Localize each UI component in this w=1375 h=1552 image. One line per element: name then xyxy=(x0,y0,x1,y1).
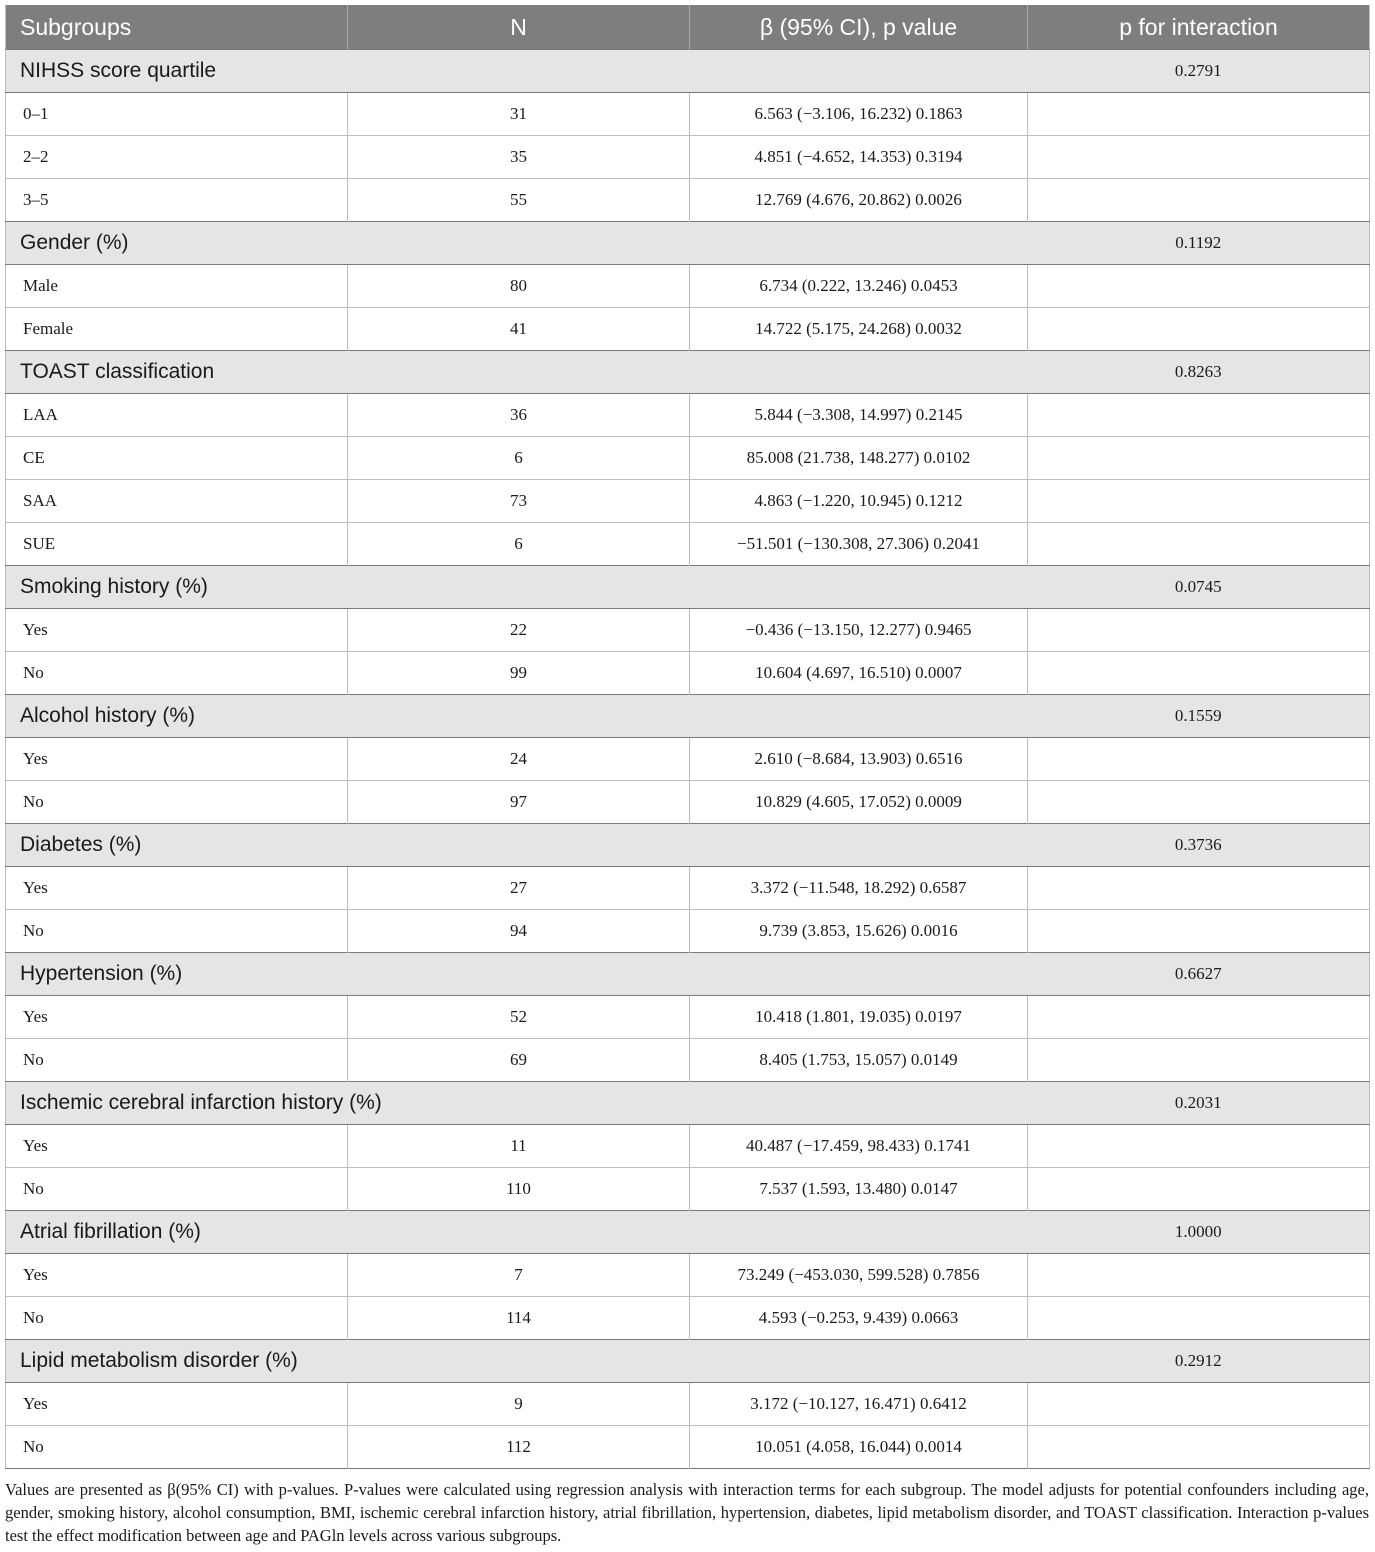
table-row xyxy=(6,1125,1370,1168)
beta-ci-p-value: 85.008 (21.738, 148.277) 0.0102 xyxy=(690,437,1028,480)
table-footnote: Values are presented as β(95% CI) with p-values. P-values were calculated using regression analysis with interaction terms for each subgroup. The model adjusts for potential confounders including age, gender, smoking history, alcohol consumption, BMI, ischemic cerebral infarction history, atrial fibrillation, hypertension, diabetes, lipid metabolism disorder, and TOAST classification. Interaction p-values test the effect modification between age and PAGln levels across various subgroups. xyxy=(5,1480,1369,1545)
table-row xyxy=(6,179,1370,222)
p-interaction-empty xyxy=(1028,523,1370,566)
beta-ci-p-value: −0.436 (−13.150, 12.277) 0.9465 xyxy=(690,609,1028,652)
n-value: 52 xyxy=(348,996,690,1039)
p-interaction-empty xyxy=(1028,1383,1370,1426)
beta-ci-p-value: 10.604 (4.697, 16.510) 0.0007 xyxy=(690,652,1028,695)
subgroup-label: Yes xyxy=(23,1136,48,1155)
p-interaction-empty xyxy=(1028,652,1370,695)
table-row xyxy=(6,738,1370,781)
subgroup-label: Female xyxy=(6,308,348,351)
group-row xyxy=(6,1211,1370,1254)
group-p-interaction: 0.2031 xyxy=(1028,1082,1370,1125)
p-interaction-empty xyxy=(1028,738,1370,781)
beta-ci-p-value: 3.172 (−10.127, 16.471) 0.6412 xyxy=(690,1383,1028,1426)
group-p-interaction: 0.6627 xyxy=(1028,953,1370,996)
table-row xyxy=(6,136,1370,179)
beta-ci-p-value: 10.829 (4.605, 17.052) 0.0009 xyxy=(690,781,1028,824)
n-value: 24 xyxy=(348,738,690,781)
p-interaction-empty xyxy=(1028,437,1370,480)
beta-ci-p-value: 14.722 (5.175, 24.268) 0.0032 xyxy=(690,308,1028,351)
n-value: 35 xyxy=(348,136,690,179)
beta-ci-p-value: 8.405 (1.753, 15.057) 0.0149 xyxy=(690,1039,1028,1082)
n-value: 7 xyxy=(348,1254,690,1297)
n-value: 80 xyxy=(348,265,690,308)
table-row xyxy=(6,1383,1370,1426)
table-row xyxy=(6,781,1370,824)
table-row xyxy=(6,1297,1370,1340)
p-interaction-empty xyxy=(1028,609,1370,652)
p-interaction-empty xyxy=(1028,480,1370,523)
p-interaction-empty xyxy=(1028,1168,1370,1211)
subgroup-label: No xyxy=(6,781,348,824)
n-value: 27 xyxy=(348,867,690,910)
subgroup-label: 0–1 xyxy=(23,104,49,123)
p-interaction-empty xyxy=(1028,867,1370,910)
beta-ci-p-value: 3.372 (−11.548, 18.292) 0.6587 xyxy=(690,867,1028,910)
beta-ci-p-value: 4.851 (−4.652, 14.353) 0.3194 xyxy=(690,136,1028,179)
beta-ci-p-value: 4.593 (−0.253, 9.439) 0.0663 xyxy=(690,1297,1028,1340)
p-interaction-empty xyxy=(1028,394,1370,437)
n-value: 6 xyxy=(348,523,690,566)
beta-ci-p-value: 10.051 (4.058, 16.044) 0.0014 xyxy=(690,1426,1028,1469)
beta-ci-p-value: −51.501 (−130.308, 27.306) 0.2041 xyxy=(690,523,1028,566)
p-interaction-empty xyxy=(1028,93,1370,136)
n-value: 55 xyxy=(348,179,690,222)
group-p-interaction: 0.3736 xyxy=(1028,824,1370,867)
group-p-interaction: 0.2791 xyxy=(1028,50,1370,93)
subgroup-label: SAA xyxy=(6,480,348,523)
subgroup-label: Yes xyxy=(23,878,48,897)
table-row xyxy=(6,1254,1370,1297)
group-row xyxy=(6,824,1370,867)
group-name: Alcohol history (%) xyxy=(6,695,1028,738)
results-table-container xyxy=(5,5,1369,1469)
n-value: 73 xyxy=(348,480,690,523)
group-row xyxy=(6,566,1370,609)
subgroup-label: No xyxy=(6,1426,348,1469)
p-interaction-empty xyxy=(1028,308,1370,351)
p-interaction-empty xyxy=(1028,136,1370,179)
subgroup-label: Yes xyxy=(23,1265,48,1284)
n-value: 36 xyxy=(348,394,690,437)
group-p-interaction: 0.1192 xyxy=(1028,222,1370,265)
group-name: TOAST classification xyxy=(6,351,1028,394)
n-value: 31 xyxy=(348,93,690,136)
table-row xyxy=(6,308,1370,351)
group-row xyxy=(6,351,1370,394)
subgroup-label: SUE xyxy=(6,523,348,566)
table-body xyxy=(6,50,1370,1469)
beta-ci-p-value: 9.739 (3.853, 15.626) 0.0016 xyxy=(690,910,1028,953)
n-value: 94 xyxy=(348,910,690,953)
beta-ci-p-value: 5.844 (−3.308, 14.997) 0.2145 xyxy=(690,394,1028,437)
group-name: Lipid metabolism disorder (%) xyxy=(6,1340,1028,1383)
n-value: 9 xyxy=(348,1383,690,1426)
beta-ci-p-value: 40.487 (−17.459, 98.433) 0.1741 xyxy=(690,1125,1028,1168)
table-row xyxy=(6,996,1370,1039)
n-value: 41 xyxy=(348,308,690,351)
beta-ci-p-value: 6.734 (0.222, 13.246) 0.0453 xyxy=(690,265,1028,308)
table-row xyxy=(6,394,1370,437)
n-value: 112 xyxy=(348,1426,690,1469)
subgroup-label: Yes xyxy=(23,1007,48,1026)
p-interaction-empty xyxy=(1028,781,1370,824)
n-value: 11 xyxy=(348,1125,690,1168)
n-value: 69 xyxy=(348,1039,690,1082)
n-value: 110 xyxy=(348,1168,690,1211)
p-interaction-empty xyxy=(1028,265,1370,308)
p-interaction-empty xyxy=(1028,1426,1370,1469)
group-p-interaction: 0.1559 xyxy=(1028,695,1370,738)
table-row xyxy=(6,265,1370,308)
group-p-interaction: 0.8263 xyxy=(1028,351,1370,394)
beta-ci-p-value: 2.610 (−8.684, 13.903) 0.6516 xyxy=(690,738,1028,781)
subgroup-label: Male xyxy=(23,276,58,295)
table-row xyxy=(6,652,1370,695)
group-row xyxy=(6,50,1370,93)
n-value: 114 xyxy=(348,1297,690,1340)
p-interaction-empty xyxy=(1028,179,1370,222)
group-name: NIHSS score quartile xyxy=(6,50,1028,93)
header-p-interaction: p for interaction xyxy=(1028,5,1370,50)
p-interaction-empty xyxy=(1028,996,1370,1039)
table-row xyxy=(6,1039,1370,1082)
header-subgroups: Subgroups xyxy=(6,5,348,50)
group-name: Hypertension (%) xyxy=(6,953,1028,996)
subgroup-label: No xyxy=(6,1039,348,1082)
subgroup-label: LAA xyxy=(23,405,58,424)
table-row xyxy=(6,523,1370,566)
table-row xyxy=(6,93,1370,136)
subgroup-label: Yes xyxy=(23,1394,48,1413)
beta-ci-p-value: 10.418 (1.801, 19.035) 0.0197 xyxy=(690,996,1028,1039)
header-row xyxy=(6,5,1370,50)
group-name: Atrial fibrillation (%) xyxy=(6,1211,1028,1254)
p-interaction-empty xyxy=(1028,1125,1370,1168)
beta-ci-p-value: 7.537 (1.593, 13.480) 0.0147 xyxy=(690,1168,1028,1211)
table-row xyxy=(6,480,1370,523)
subgroup-label: 2–2 xyxy=(6,136,348,179)
table-row xyxy=(6,609,1370,652)
p-interaction-empty xyxy=(1028,910,1370,953)
subgroup-label: No xyxy=(6,910,348,953)
subgroup-label: Yes xyxy=(23,749,48,768)
group-row xyxy=(6,695,1370,738)
group-row xyxy=(6,1340,1370,1383)
table-row xyxy=(6,1168,1370,1211)
group-row xyxy=(6,222,1370,265)
group-p-interaction: 1.0000 xyxy=(1028,1211,1370,1254)
n-value: 6 xyxy=(348,437,690,480)
table-row xyxy=(6,437,1370,480)
table-row xyxy=(6,910,1370,953)
table-header xyxy=(6,5,1370,50)
group-row xyxy=(6,953,1370,996)
p-interaction-empty xyxy=(1028,1039,1370,1082)
table-row xyxy=(6,867,1370,910)
subgroup-label: No xyxy=(6,652,348,695)
subgroup-analysis-table xyxy=(5,5,1370,1469)
table-row xyxy=(6,1426,1370,1469)
n-value: 99 xyxy=(348,652,690,695)
group-p-interaction: 0.0745 xyxy=(1028,566,1370,609)
group-name: Diabetes (%) xyxy=(6,824,1028,867)
subgroup-label: No xyxy=(6,1297,348,1340)
group-name: Gender (%) xyxy=(6,222,1028,265)
group-p-interaction: 0.2912 xyxy=(1028,1340,1370,1383)
n-value: 97 xyxy=(348,781,690,824)
beta-ci-p-value: 6.563 (−3.106, 16.232) 0.1863 xyxy=(690,93,1028,136)
subgroup-label: CE xyxy=(6,437,348,480)
group-name: Ischemic cerebral infarction history (%) xyxy=(6,1082,1028,1125)
header-beta: β (95% CI), p value xyxy=(690,5,1028,50)
group-name: Smoking history (%) xyxy=(6,566,1028,609)
beta-ci-p-value: 73.249 (−453.030, 599.528) 0.7856 xyxy=(690,1254,1028,1297)
p-interaction-empty xyxy=(1028,1254,1370,1297)
p-interaction-empty xyxy=(1028,1297,1370,1340)
subgroup-label: Yes xyxy=(23,620,48,639)
beta-ci-p-value: 12.769 (4.676, 20.862) 0.0026 xyxy=(690,179,1028,222)
subgroup-label: No xyxy=(6,1168,348,1211)
n-value: 22 xyxy=(348,609,690,652)
group-row xyxy=(6,1082,1370,1125)
beta-ci-p-value: 4.863 (−1.220, 10.945) 0.1212 xyxy=(690,480,1028,523)
subgroup-label: 3–5 xyxy=(6,179,348,222)
header-n: N xyxy=(348,5,690,50)
